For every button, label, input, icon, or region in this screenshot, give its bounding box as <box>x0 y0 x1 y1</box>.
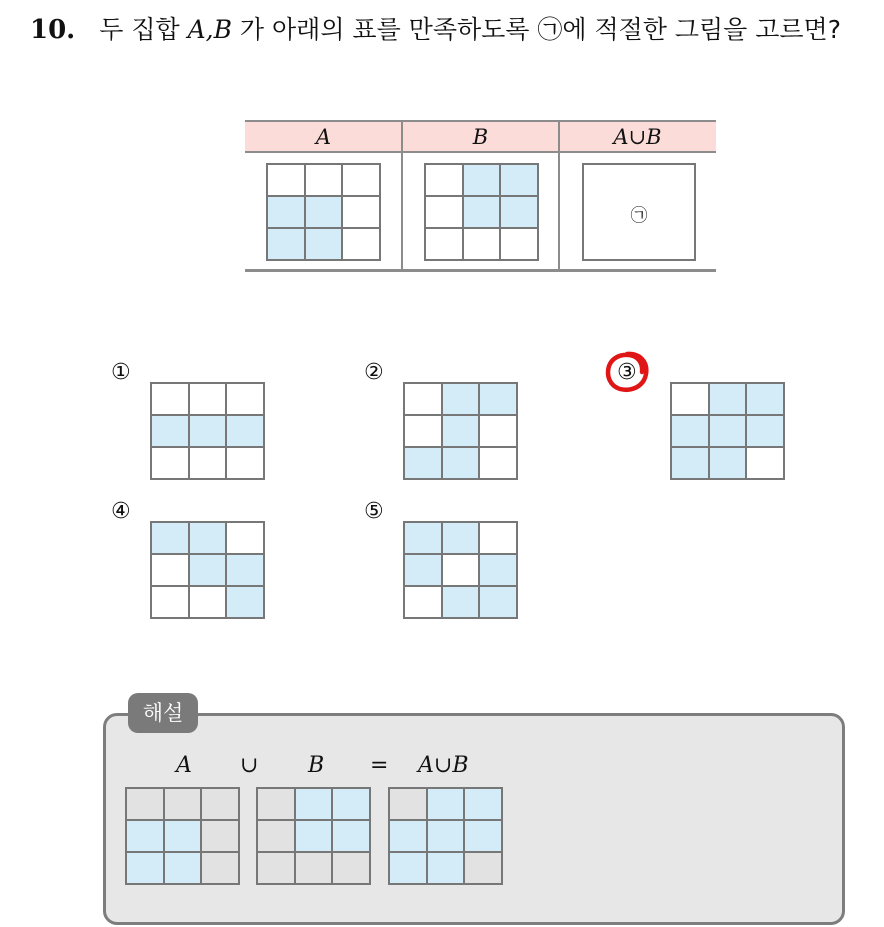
grid-cell <box>226 522 264 554</box>
grid-cell <box>671 383 709 415</box>
grid-cell-filled <box>126 820 164 852</box>
grid-cell-filled <box>189 522 227 554</box>
grid-cell-filled <box>442 586 480 618</box>
grid-cell <box>201 820 239 852</box>
grid-cell <box>464 852 502 884</box>
header-union: A∪B <box>613 125 662 149</box>
grid-cell <box>305 164 343 196</box>
grid-cell-filled <box>479 554 517 586</box>
grid-cell-filled <box>479 586 517 618</box>
grid-cell-filled <box>267 196 305 228</box>
grid-cell <box>342 228 380 260</box>
var-b: B <box>213 15 232 44</box>
grid-cell-filled <box>500 164 538 196</box>
question-text: 두 집합 A,B 가 아래의 표를 만족하도록 ㉠에 적절한 그림을 고르면? <box>99 15 841 44</box>
grid-cell <box>342 164 380 196</box>
grid-cell <box>151 383 189 415</box>
grid-cell-filled <box>305 196 343 228</box>
solution-grid-result <box>388 787 503 885</box>
grid-cell-filled <box>151 522 189 554</box>
grid-set-b <box>424 163 539 261</box>
grid-cell <box>126 788 164 820</box>
choice-3-grid[interactable] <box>670 382 785 480</box>
solution-eq-result: A∪B <box>418 753 469 778</box>
grid-cell-filled <box>189 415 227 447</box>
grid-cell-filled <box>404 447 442 479</box>
blank-box <box>582 163 696 261</box>
grid-cell-filled <box>427 820 465 852</box>
grid-cell-filled <box>709 383 747 415</box>
grid-cell <box>151 586 189 618</box>
grid-cell-filled <box>404 554 442 586</box>
grid-cell <box>342 196 380 228</box>
grid-cell-filled <box>671 447 709 479</box>
grid-cell <box>201 852 239 884</box>
grid-cell <box>425 228 463 260</box>
grid-cell-filled <box>500 196 538 228</box>
grid-cell-filled <box>126 852 164 884</box>
grid-cell-filled <box>332 788 370 820</box>
grid-cell <box>404 586 442 618</box>
choice-2-label[interactable]: ② <box>364 360 384 385</box>
grid-cell-filled <box>164 852 202 884</box>
grid-cell <box>332 852 370 884</box>
grid-cell-filled <box>671 415 709 447</box>
grid-cell-filled <box>464 820 502 852</box>
solution-tag: 해설 <box>128 693 198 733</box>
grid-cell <box>425 196 463 228</box>
choice-1-grid[interactable] <box>150 382 265 480</box>
grid-set-a <box>266 163 381 261</box>
table-header <box>245 120 716 153</box>
header-a: A <box>315 125 332 149</box>
question-number: 10. <box>30 15 76 45</box>
grid-cell-filled <box>305 228 343 260</box>
table-bottom-rule <box>245 269 716 272</box>
grid-cell-filled <box>267 228 305 260</box>
grid-cell-filled <box>442 522 480 554</box>
grid-cell-filled <box>389 820 427 852</box>
grid-cell <box>267 164 305 196</box>
blank-symbol: ㉠ <box>630 206 648 226</box>
solution-eq-union: ∪ <box>240 753 259 778</box>
var-a: A <box>187 15 206 44</box>
choice-3-label[interactable]: ③ <box>617 360 637 385</box>
grid-cell <box>389 788 427 820</box>
header-b: B <box>472 125 489 149</box>
grid-cell-filled <box>442 383 480 415</box>
grid-cell-filled <box>295 788 333 820</box>
solution-eq-b: B <box>308 753 325 778</box>
choice-5-grid[interactable] <box>403 521 518 619</box>
grid-cell <box>201 788 239 820</box>
grid-cell <box>746 447 784 479</box>
grid-cell <box>151 554 189 586</box>
grid-cell <box>189 586 227 618</box>
question <box>30 12 870 48</box>
grid-cell <box>463 228 501 260</box>
grid-cell <box>257 788 295 820</box>
choice-4-grid[interactable] <box>150 521 265 619</box>
solution-eq-a: A <box>176 753 192 778</box>
solution-grid-a <box>125 787 240 885</box>
grid-cell-filled <box>442 447 480 479</box>
grid-cell-filled <box>427 788 465 820</box>
grid-cell <box>295 852 333 884</box>
grid-cell <box>189 383 227 415</box>
grid-cell-filled <box>479 383 517 415</box>
solution-grid-b <box>256 787 371 885</box>
grid-cell-filled <box>404 522 442 554</box>
grid-cell-filled <box>226 554 264 586</box>
grid-cell-filled <box>226 586 264 618</box>
grid-cell <box>226 383 264 415</box>
grid-cell-filled <box>332 820 370 852</box>
choice-2-grid[interactable] <box>403 382 518 480</box>
grid-cell-filled <box>746 415 784 447</box>
solution-eq-equals: = <box>370 753 389 778</box>
grid-cell-filled <box>709 447 747 479</box>
choice-4-label[interactable]: ④ <box>111 499 131 524</box>
grid-cell-filled <box>746 383 784 415</box>
grid-cell <box>257 820 295 852</box>
grid-cell-filled <box>427 852 465 884</box>
choice-5-label[interactable]: ⑤ <box>364 499 384 524</box>
grid-cell-filled <box>189 554 227 586</box>
grid-cell <box>425 164 463 196</box>
grid-cell-filled <box>295 820 333 852</box>
grid-cell-filled <box>442 415 480 447</box>
grid-cell <box>151 447 189 479</box>
grid-cell-filled <box>151 415 189 447</box>
grid-cell <box>226 447 264 479</box>
grid-cell-filled <box>389 852 427 884</box>
table-divider <box>558 120 560 270</box>
grid-cell-filled <box>463 196 501 228</box>
grid-cell <box>189 447 227 479</box>
grid-cell <box>479 415 517 447</box>
grid-cell-filled <box>464 788 502 820</box>
grid-cell <box>442 554 480 586</box>
grid-cell <box>164 788 202 820</box>
grid-cell-filled <box>709 415 747 447</box>
grid-cell-filled <box>164 820 202 852</box>
grid-cell-filled <box>226 415 264 447</box>
grid-cell <box>404 415 442 447</box>
grid-cell-filled <box>463 164 501 196</box>
grid-cell <box>500 228 538 260</box>
grid-cell <box>479 447 517 479</box>
choice-1-label[interactable]: ① <box>111 360 131 385</box>
grid-cell <box>257 852 295 884</box>
table-divider <box>401 120 403 270</box>
grid-cell <box>479 522 517 554</box>
grid-cell <box>404 383 442 415</box>
